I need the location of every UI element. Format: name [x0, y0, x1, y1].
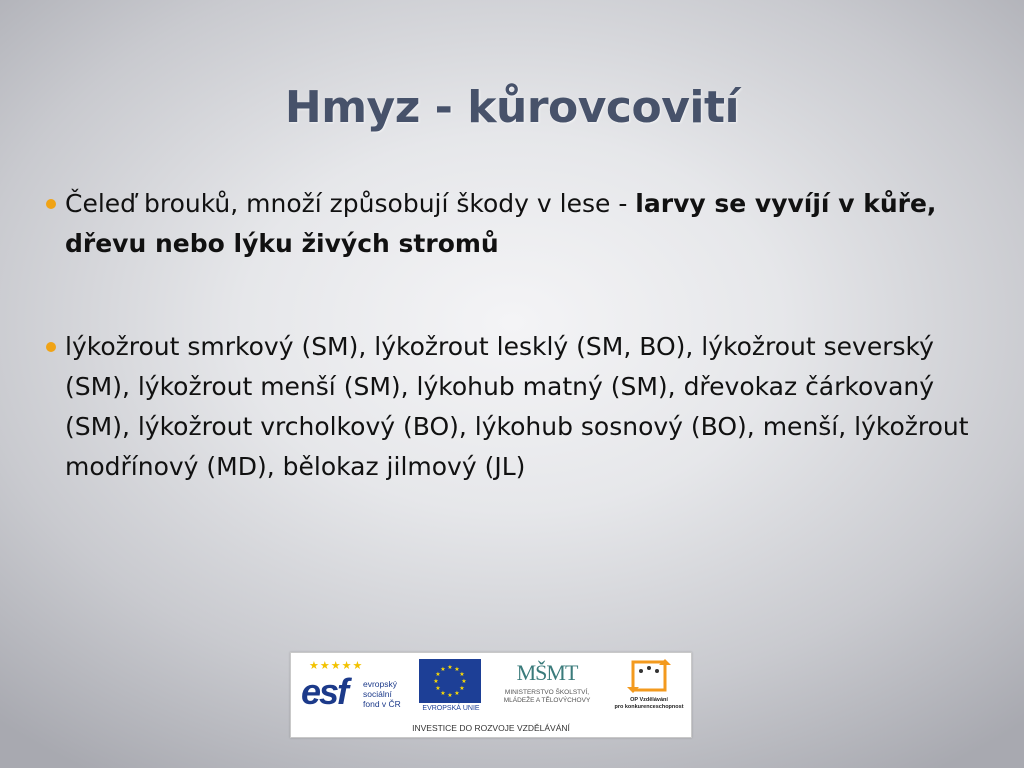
svg-text:★: ★	[447, 664, 453, 671]
esf-letters: esf	[301, 671, 348, 712]
svg-text:★: ★	[433, 678, 439, 685]
svg-text:★: ★	[435, 685, 441, 692]
esf-text-line-3: fond v ČR	[363, 699, 401, 709]
msmt-logo	[491, 657, 603, 717]
bullet-item-1	[65, 184, 985, 264]
bullet-dot-icon	[46, 342, 56, 352]
svg-text:★: ★	[459, 671, 465, 678]
svg-text:★: ★	[440, 690, 446, 697]
esf-text-line-1: evropský	[363, 679, 398, 689]
esf-text-line-2: sociální	[363, 689, 392, 699]
op-logo	[609, 657, 689, 717]
svg-text:★: ★	[454, 666, 460, 673]
msmt-line-1: MINISTERSTVO ŠKOLSTVÍ,	[504, 689, 590, 696]
svg-text:★: ★	[454, 690, 460, 697]
svg-text:★: ★	[440, 666, 446, 673]
esf-text	[363, 679, 401, 709]
svg-text:★: ★	[435, 671, 441, 678]
eu-logo	[419, 659, 483, 717]
investice-caption: INVESTICE DO ROZVOJE VZDĚLÁVÁNÍ	[412, 723, 570, 733]
op-arrows-icon	[627, 657, 671, 697]
esf-stars-icon: ★★★★★	[309, 659, 364, 672]
bullet-1-bold-text: larvy se vyvíjí v kůře, dřevu nebo lýku živých stromů	[65, 189, 937, 258]
eu-flag-icon	[419, 659, 481, 703]
op-line-2: pro konkurenceschopnost	[614, 704, 684, 710]
svg-text:★: ★	[461, 678, 467, 685]
bullet-1-text: Čeleď brouků, množí způsobují škody v lese -	[65, 189, 636, 218]
logo-strip	[290, 652, 692, 738]
eu-label: EVROPSKÁ UNIE	[422, 705, 480, 712]
bullet-dot-icon	[46, 199, 56, 209]
svg-text:★: ★	[459, 685, 465, 692]
esf-logo	[301, 659, 411, 715]
slide-title: Hmyz - kůrovcovití	[284, 82, 740, 133]
msmt-line-2: MLÁDEŽE A TĚLOVÝCHOVY	[503, 697, 591, 704]
bullet-item-2	[65, 327, 1000, 487]
svg-text:★: ★	[447, 692, 453, 699]
bullet-2-text: lýkožrout smrkový (SM), lýkožrout lesklý (SM, BO), lýkožrout severský (SM), lýkožrout menší (SM), lýkohub matný (SM), dřevokaz čárkovaný (SM), lýkožrout vrcholkový (BO), lýkohub sosnový (BO), menší, lýkožrout modřínový (MD), bělokaz jilmový (JL)	[65, 332, 969, 481]
op-line-1: OP Vzdělávání	[630, 697, 668, 703]
msmt-mark-icon: MŠMT	[516, 660, 578, 685]
